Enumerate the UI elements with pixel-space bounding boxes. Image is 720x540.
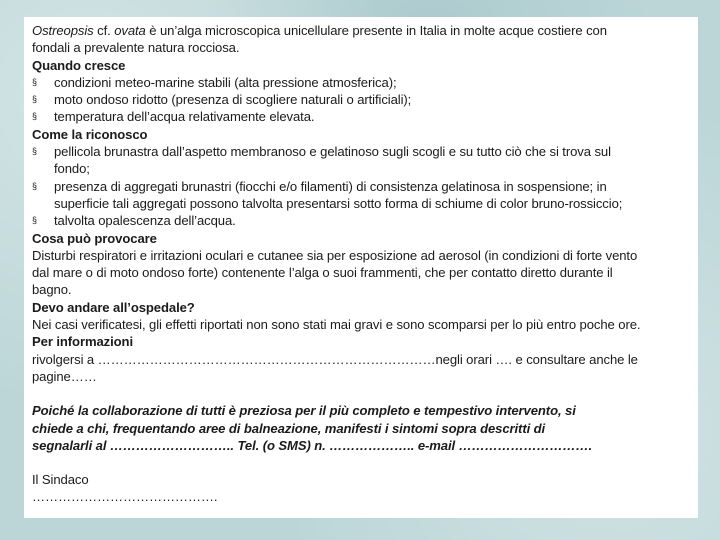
- bullet-text: temperatura dell’acqua relativamente elevata.: [54, 109, 315, 125]
- bullet-continuation: superficie tali aggregati possono talvolta presentarsi sotto forma di schiume di color bruno-rossiccio;: [54, 195, 623, 211]
- intro-text: è un’alga microscopica unicellulare presente in Italia in molte acque costiere con: [145, 23, 607, 38]
- appeal-line: chiede a chi, frequentando aree di balneazione, manifesti i sintomi sopra descritti di: [32, 420, 546, 436]
- bullet-item: [32, 212, 690, 229]
- species-cf: cf.: [93, 23, 115, 38]
- spacer: [32, 385, 690, 402]
- section-title-effects: Cosa può provocare: [32, 230, 157, 246]
- section-title-grows: Quando cresce: [32, 57, 126, 73]
- species-ovata: ovata: [114, 23, 146, 38]
- info-line: pagine……: [32, 368, 97, 384]
- appeal-line: Poiché la collaborazione di tutti è preziosa per il più completo e tempestivo intervento, si: [32, 403, 576, 419]
- bullet-icon: §: [32, 215, 37, 226]
- bullet-icon: §: [32, 76, 37, 87]
- signature-title: Il Sindaco: [32, 472, 89, 488]
- species-name: Ostreopsis: [32, 23, 94, 38]
- bullet-icon: §: [32, 94, 37, 105]
- effects-line: dal mare o di moto ondoso forte) contenente l’alga o suoi frammenti, che per contatto diretto durante il: [32, 265, 613, 281]
- signature-line: …………………………………….: [32, 489, 218, 505]
- bullet-text: moto ondoso ridotto (presenza di scogliere naturali o artificiali);: [54, 92, 412, 108]
- bullet-item: [32, 108, 690, 125]
- info-line: rivolgersi a ……………………………………………………………………negli orari …. e consultare anche le: [32, 351, 638, 367]
- effects-line: bagno.: [32, 282, 72, 298]
- bullet-text: talvolta opalescenza dell’acqua.: [54, 213, 236, 229]
- bullet-icon: §: [32, 111, 37, 122]
- intro-line-1: [32, 22, 690, 39]
- section-title-hospital: Devo andare all’ospedale?: [32, 299, 195, 315]
- bullet-item: [32, 91, 690, 108]
- section-title-recognize: Come la riconosco: [32, 126, 148, 142]
- notice-page: [24, 17, 698, 518]
- section-title-info: Per informazioni: [32, 334, 133, 350]
- appeal-line: segnalarli al ……………………….. Tel. (o SMS) n. ……………….. e-mail ………………………….: [32, 437, 593, 453]
- bullet-icon: §: [32, 180, 37, 191]
- spacer: [32, 454, 690, 471]
- bullet-continuation: fondo;: [54, 161, 90, 177]
- bullet-text: presenza di aggregati brunastri (fiocchi e/o filamenti) di consistenza gelatinosa in sospensione; in: [54, 178, 607, 194]
- bullet-text: condizioni meteo-marine stabili (alta pressione atmosferica);: [54, 74, 397, 90]
- intro-line-2: fondali a prevalente natura rocciosa.: [32, 40, 240, 56]
- bullet-item: [32, 143, 690, 160]
- bullet-text: pellicola brunastra dall’aspetto membranoso e gelatinoso sugli scogli e su tutto ciò che si trova sul: [54, 144, 611, 160]
- bullet-icon: §: [32, 146, 37, 157]
- effects-line: Disturbi respiratori e irritazioni oculari e cutanee sia per esposizione ad aerosol (in condizioni di forte vento: [32, 247, 638, 263]
- bullet-item: [32, 178, 690, 195]
- bullet-item: [32, 74, 690, 91]
- hospital-text: Nei casi verificatesi, gli effetti riportati non sono stati mai gravi e sono scomparsi per lo più entro poche ore.: [32, 317, 641, 333]
